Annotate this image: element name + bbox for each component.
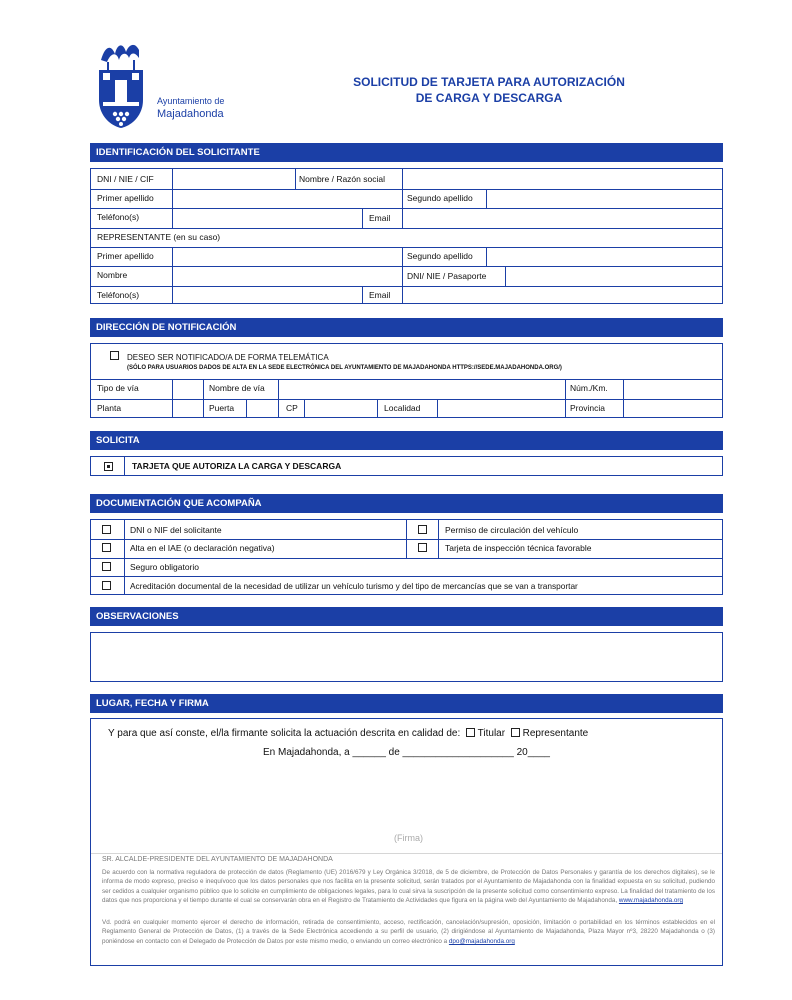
conste-line: [108, 728, 588, 739]
rep-primer-apellido-field[interactable]: [173, 247, 403, 266]
alta-iae-checkbox[interactable]: [102, 543, 111, 552]
dni-label: DNI / NIE / CIF: [97, 174, 154, 184]
cp-label: CP: [286, 403, 298, 413]
titular-label: Titular: [477, 728, 506, 739]
legal-p1: [102, 868, 715, 906]
direccion-table: [90, 343, 723, 418]
provincia-field[interactable]: [624, 399, 723, 418]
segundo-apellido-field[interactable]: [487, 189, 723, 208]
puerta-label: Puerta: [209, 403, 235, 413]
primer-apellido-field[interactable]: [173, 189, 403, 208]
telematica-checkbox[interactable]: [110, 351, 119, 360]
page-title: [300, 74, 678, 106]
permiso-label: Permiso de circulación del vehículo: [445, 525, 579, 535]
itv-checkbox[interactable]: [418, 543, 427, 552]
section-header-solicita: SOLICITA: [90, 431, 723, 450]
legal-p2-text: Vd. podrá en cualquier momento ejercer el derecho de información, retirada de consentimiento, acceso, rectificación, cancelación/supresión, oposición, limitación o portabilidad en los términos establecidos en el Reglamento General de Protección de Datos, (1) a través de la Sede Electrónica accediendo a su perfil de usuario, (2) dirigiéndose al Ayuntamiento de Majadahonda, Plaza Mayor nº3, 28220 Majadahonda o (3) poniéndose en contacto con el Delegado de Protección de Datos por este mismo medio, o enviando un correo electrónico a: [102, 919, 715, 945]
rep-telefono-label: Teléfono(s): [97, 290, 140, 300]
legal-p2-link[interactable]: dpo@majadahonda.org: [448, 937, 515, 945]
planta-label: Planta: [97, 403, 122, 413]
primer-apellido-label: Primer apellido: [97, 193, 154, 203]
destinatario: SR. ALCALDE-PRESIDENTE DEL AYUNTAMIENTO DE MAJADAHONDA: [102, 856, 333, 863]
legal-p1-text: De acuerdo con la normativa reguladora de protección de datos (Reglamento (UE) 2016/679 y Ley Orgánica 3/2018, de 5 de diciembre, de Protección de Datos Personales y garantía de los derechos digitales), se le informa de modo expreso, preciso e inequívoco que los datos personales que nos facilita en la presente solicitud, serán tratados por el Ayuntamiento de Majadahonda con la finalidad expuesta en su solicitud, pudiendo ser cedidos a cualquier organismo público que lo solicite en cumplimiento de obligaciones legales, para lo cual sirva la suscripción de la presente solicitud como consentimiento expreso. La finalidad del tratamiento de los datos que nos proporciona y el tiempo durante el cual se conservarán obra en el Registro de Tratamiento de Actividades que figura en la página web del Ayuntamiento de Majadahonda,: [102, 869, 715, 905]
representante-label: REPRESENTANTE (en su caso): [97, 232, 221, 242]
rep-telefono-field[interactable]: [173, 286, 363, 304]
seguro-label: Seguro obligatorio: [130, 562, 199, 572]
solicita-table: [90, 456, 723, 476]
itv-label: Tarjeta de inspección técnica favorable: [445, 543, 592, 553]
checked-mark-icon: [107, 465, 110, 468]
title-line2: DE CARGA Y DESCARGA: [415, 91, 563, 105]
planta-field[interactable]: [173, 399, 203, 418]
nombre-razon-label: Nombre / Razón social: [299, 174, 385, 184]
logo: [95, 40, 235, 130]
section-header-direccion: DIRECCIÓN DE NOTIFICACIÓN: [90, 318, 723, 337]
rep-email-field[interactable]: [403, 286, 723, 304]
dni-nif-label: DNI o NIF del solicitante: [130, 525, 222, 535]
permiso-checkbox[interactable]: [418, 525, 427, 534]
legal-p2: [102, 918, 715, 946]
rep-dni-field[interactable]: [506, 266, 723, 286]
seguro-checkbox[interactable]: [102, 562, 111, 571]
representante-label: Representante: [522, 728, 589, 739]
firma-area[interactable]: [211, 769, 611, 849]
section-header-observaciones: OBSERVACIONES: [90, 607, 723, 626]
tarjeta-label: TARJETA QUE AUTORIZA LA CARGA Y DESCARGA: [132, 461, 342, 471]
puerta-field[interactable]: [247, 399, 279, 418]
observaciones-textarea[interactable]: [90, 632, 723, 682]
titular-checkbox[interactable]: [466, 728, 475, 737]
acreditacion-label: Acreditación documental de la necesidad de utilizar un vehículo turismo y del tipo de mercancías que se van a transportar: [130, 581, 578, 591]
segundo-apellido-label: Segundo apellido: [407, 193, 473, 203]
localidad-field[interactable]: [438, 399, 566, 418]
localidad-label: Localidad: [384, 403, 421, 413]
majadahonda-coat-of-arms-icon: [95, 40, 147, 130]
firma-box: [90, 718, 723, 966]
nombre-via-field[interactable]: [279, 379, 565, 399]
rep-primer-apellido-label: Primer apellido: [97, 251, 154, 261]
rep-email-label: Email: [369, 290, 391, 300]
acreditacion-checkbox[interactable]: [102, 581, 111, 590]
firma-label: (Firma): [394, 833, 423, 843]
num-km-label: Núm./Km.: [570, 383, 608, 393]
legal-separator: [91, 853, 722, 854]
logo-line2: Majadahonda: [157, 108, 224, 120]
representante-checkbox[interactable]: [511, 728, 520, 737]
rep-segundo-apellido-label: Segundo apellido: [407, 251, 473, 261]
title-line1: SOLICITUD DE TARJETA PARA AUTORIZACIÓN: [353, 75, 625, 89]
tarjeta-checkbox[interactable]: [104, 462, 113, 471]
rep-nombre-field[interactable]: [173, 266, 403, 286]
section-header-identificacion: IDENTIFICACIÓN DEL SOLICITANTE: [90, 143, 723, 162]
lugar-fecha: En Majadahonda, a ______ de ____________________ 20____: [263, 747, 550, 758]
email-field[interactable]: [403, 208, 723, 228]
rep-segundo-apellido-field[interactable]: [487, 247, 723, 266]
section-header-documentacion: DOCUMENTACIÓN QUE ACOMPAÑA: [90, 494, 723, 513]
nombre-razon-field[interactable]: [403, 169, 723, 189]
conste-text: Y para que así conste, el/la firmante solicita la actuación descrita en calidad de:: [108, 728, 461, 739]
legal-p1-link[interactable]: www.majadahonda.org: [618, 897, 683, 905]
nombre-via-label: Nombre de vía: [209, 383, 265, 393]
telematica-label: DESEO SER NOTIFICADO/A DE FORMA TELEMÁTICA: [127, 353, 329, 362]
telefono-field[interactable]: [173, 208, 363, 228]
rep-nombre-label: Nombre: [97, 270, 128, 280]
num-km-field[interactable]: [624, 379, 723, 399]
alta-iae-label: Alta en el IAE (o declaración negativa): [130, 543, 275, 553]
rep-dni-label: DNI/ NIE / Pasaporte: [407, 271, 487, 281]
section-header-firma: LUGAR, FECHA Y FIRMA: [90, 694, 723, 713]
telematica-note: (SÓLO PARA USUARIOS DADOS DE ALTA EN LA SEDE ELECTRÓNICA DEL AYUNTAMIENTO DE MAJADAHONDA HTTPS://SEDE.MAJADAHONDA.ORG/): [127, 365, 562, 371]
provincia-label: Provincia: [570, 403, 605, 413]
logo-line1: Ayuntamiento de: [157, 96, 225, 106]
tipo-via-field[interactable]: [173, 379, 203, 399]
email-label: Email: [369, 213, 391, 223]
identificacion-table: [90, 168, 723, 304]
tipo-via-label: Tipo de vía: [97, 383, 139, 393]
telefono-label: Teléfono(s): [97, 212, 140, 222]
dni-nif-checkbox[interactable]: [102, 525, 111, 534]
cp-field[interactable]: [305, 399, 377, 418]
documentacion-table: [90, 519, 723, 595]
